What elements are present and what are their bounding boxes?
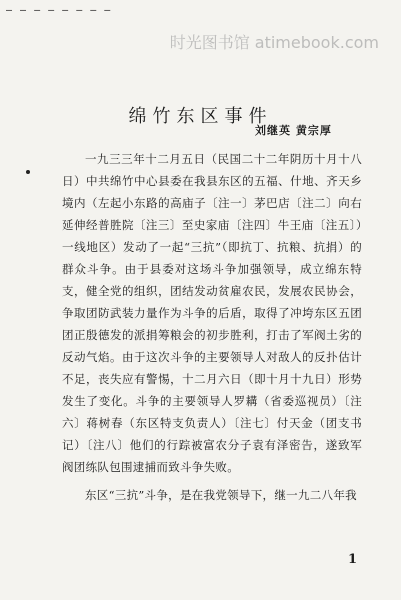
watermark: 时光图书馆 atimebook.com	[169, 33, 379, 52]
paragraph: 东区“三抗”斗争，是在我党领导下，继一九二八年我	[85, 488, 357, 502]
body-text	[62, 148, 362, 506]
author-line: 刘继英 黄宗厚	[255, 124, 332, 137]
margin-dot-mark	[26, 170, 30, 174]
paragraph: 一九三三年十二月五日（民国二十二年阴历十月十八日）中共绵竹中心县委在我县东区的五福、什地、齐天乡境内（左起小东路的高庙子〔注一〕茅巴店〔注二〕向右延伸经普胜院〔注三〕至史家庙〔注四〕牛王庙〔注五〕）一线地区）发动了一起“三抗”（即抗丁、抗粮、抗捐）的群众斗争。由于县委对这场斗争加强领导，成立绵东特支，健全党的组织，团结发动贫雇农民，发展农民协会，争取团防武装力量作为斗争的后盾，取得了冲垮东区五团团正殷德发的派捐筹粮会的初步胜利，打击了军阀土劣的反动气焰。由于这次斗争的主要领导人对敌人的反扑估计不足，丧失应有警惕，十二月六日（即十月十九日）形势发生了变化。斗争的主要领导人罗耩（省委巡视员）〔注六〕蒋树春（东区特支负责人）〔注七〕付天金（团支书记）〔注八〕他们的行踪被富农分子袁有泽密告，遂致军阀团练队包围逮捕而致斗争失败。	[62, 152, 362, 474]
top-scan-marks: — — — — — — — —	[6, 5, 112, 16]
page-title: 绵竹东区事件	[128, 106, 273, 128]
page-number: 1	[348, 552, 358, 567]
